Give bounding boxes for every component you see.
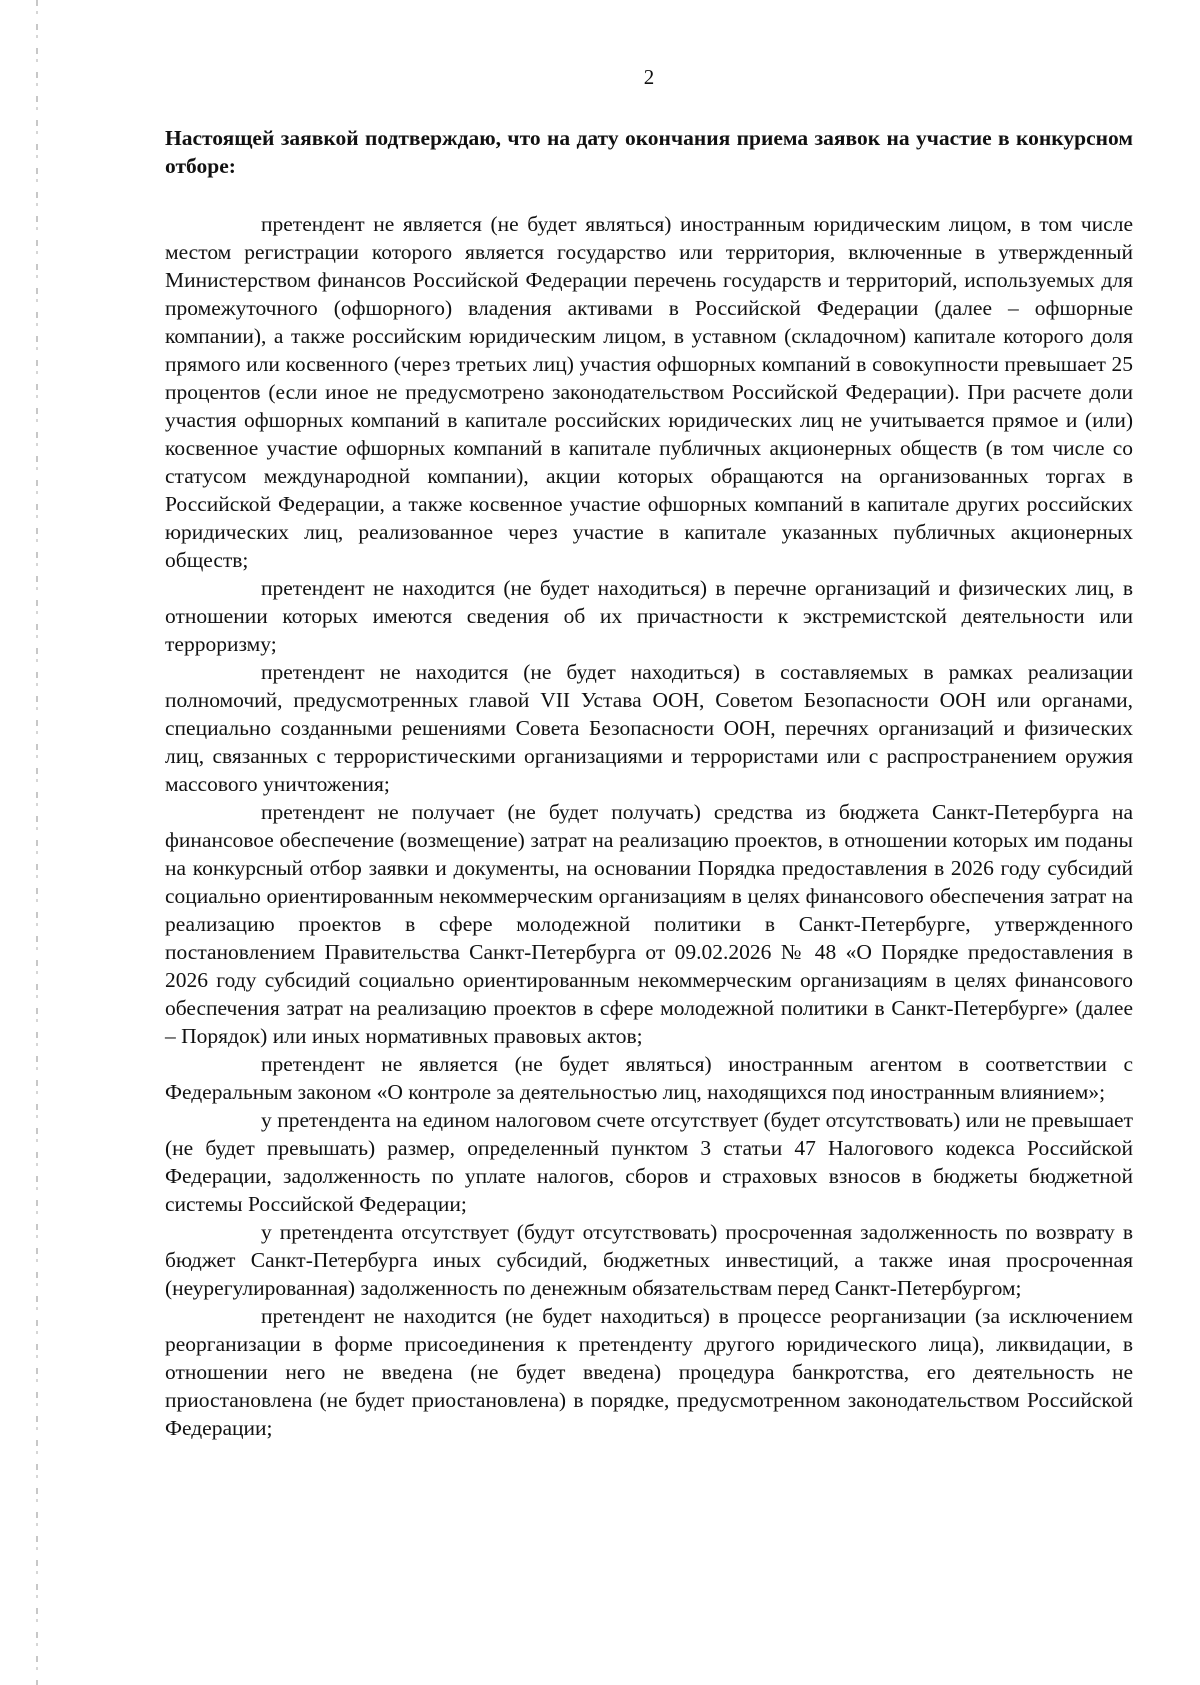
declaration-heading: Настоящей заявкой подтверждаю, что на дату окончания приема заявок на участие в конкурсном отборе: (165, 126, 1133, 178)
declaration-body (165, 210, 1133, 1442)
paragraph-offshore: претендент не является (не будет являться) иностранным юридическим лицом, в том числе местом регистрации которого является государство или территория, включенные в утвержденный Министерством финансов Российской Федерации перечень государств и территорий, используемых для промежуточного (офшорного) владения активами в Российской Федерации (далее – офшорные компании), а также российским юридическим лицом, в уставном (складочном) капитале которого доля прямого или косвенного (через третьих лиц) участия офшорных компаний в совокупности превышает 25 процентов (если иное не предусмотрено законодательством Российской Федерации). При расчете доли участия офшорных компаний в капитале российских юридических лиц не учитывается прямое и (или) косвенное участие офшорных компаний в капитале публичных акционерных обществ (в том числе со статусом международной компании), акции которых обращаются на организованных торгах в Российской Федерации, а также косвенное участие офшорных компаний в капитале других российских юридических лиц, реализованное через участие в капитале указанных публичных акционерных обществ; (165, 212, 1133, 572)
paragraph-reorganization: претендент не находится (не будет находиться) в процессе реорганизации (за исключением реорганизации в форме присоединения к претенденту другого юридического лица), ликвидации, в отношении него не введена (не будет введена) процедура банкротства, его деятельность не приостановлена (не будет приостановлена) в порядке, предусмотренном законодательством Российской Федерации; (165, 1304, 1133, 1440)
paragraph-un-lists: претендент не находится (не будет находиться) в составляемых в рамках реализации полномочий, предусмотренных главой VII Устава ООН, Советом Безопасности ООН или органами, специально созданными решениями Совета Безопасности ООН, перечнях организаций и физических лиц, связанных с террористическими организациями и террористами или с распространением оружия массового уничтожения; (165, 660, 1133, 796)
paragraph-extremism: претендент не находится (не будет находиться) в перечне организаций и физических лиц, в отношении которых имеются сведения об их причастности к экстремистской деятельности или терроризму; (165, 576, 1133, 656)
paragraph-budget-funds: претендент не получает (не будет получать) средства из бюджета Санкт-Петербурга на финансовое обеспечение (возмещение) затрат на реализацию проектов, в отношении которых им поданы на конкурсный отбор заявки и документы, на основании Порядка предоставления в 2026 году субсидий социально ориентированным некоммерческим организациям в целях финансового обеспечения затрат на реализацию проектов в сфере молодежной политики в Санкт-Петербурге, утвержденного постановлением Правительства Санкт-Петербурга от 09.02.2026 № 48 «О Порядке предоставления в 2026 году субсидий социально ориентированным некоммерческим организациям в целях финансового обеспечения затрат на реализацию проектов в сфере молодежной политики в Санкт-Петербурге» (далее – Порядок) или иных нормативных правовых актов; (165, 800, 1133, 1048)
scan-binding-edge (36, 0, 38, 1685)
paragraph-overdue-debt: у претендента отсутствует (будут отсутствовать) просроченная задолженность по возврату в бюджет Санкт-Петербурга иных субсидий, бюджетных инвестиций, а также иная просроченная (неурегулированная) задолженность по денежным обязательствам перед Санкт-Петербургом; (165, 1220, 1133, 1300)
page-number: 2 (643, 65, 655, 89)
paragraph-tax-debt: у претендента на едином налоговом счете отсутствует (будет отсутствовать) или не превышает (не будет превышать) размер, определенный пунктом 3 статьи 47 Налогового кодекса Российской Федерации, задолженность по уплате налогов, сборов и страховых взносов в бюджеты бюджетной системы Российской Федерации; (165, 1108, 1133, 1216)
paragraph-foreign-agent: претендент не является (не будет являться) иностранным агентом в соответствии с Федеральным законом «О контроле за деятельностью лиц, находящихся под иностранным влиянием»; (165, 1052, 1133, 1104)
